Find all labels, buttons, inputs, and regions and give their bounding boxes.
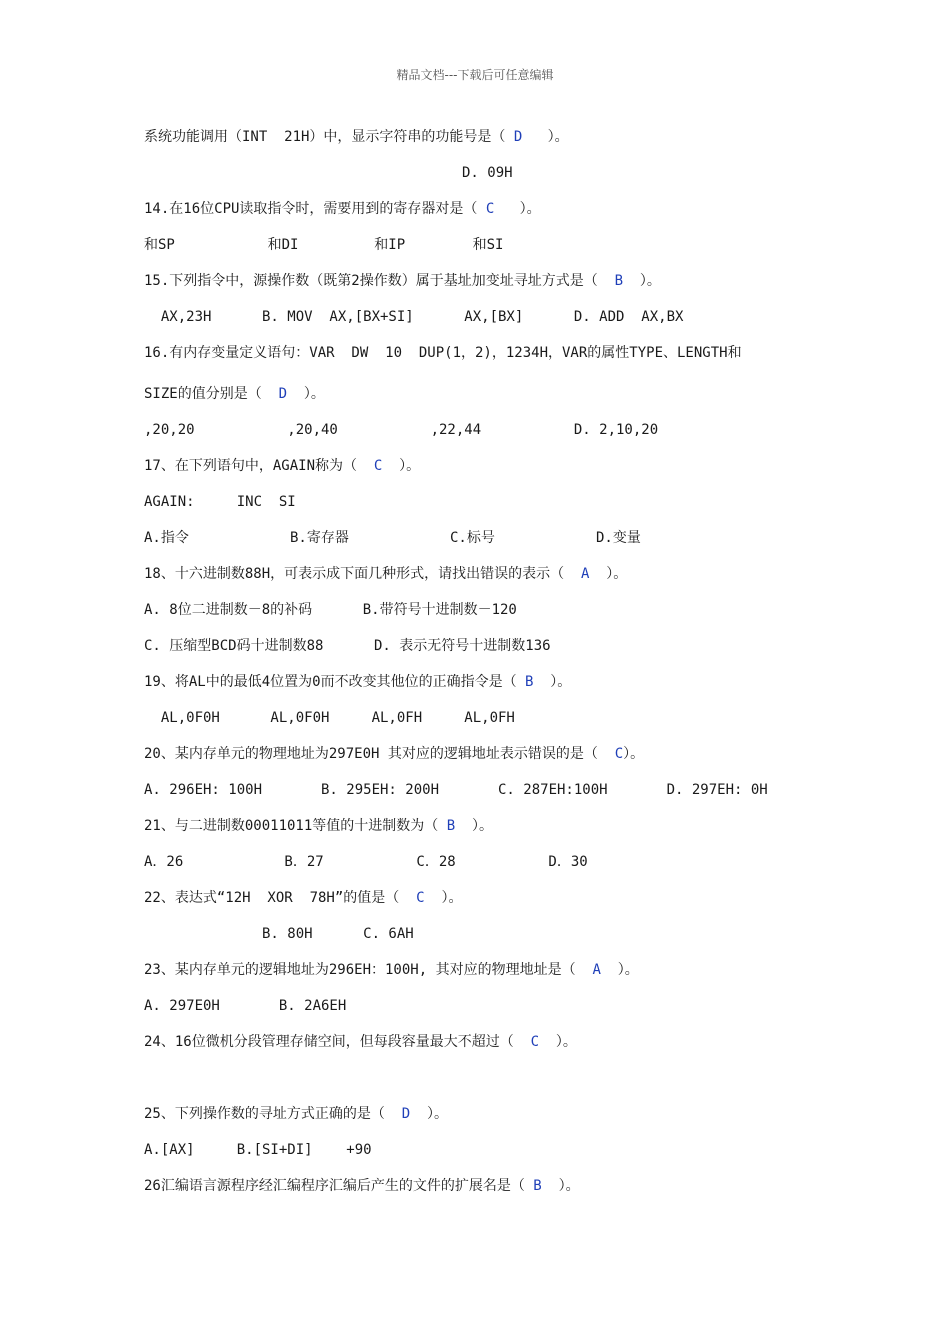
question-15-options: AX,23H B. MOV AX,[BX+SI] AX,[BX] D. ADD AX,BX	[144, 309, 684, 325]
question-15	[144, 271, 661, 291]
question-13-options: D. 09H	[462, 165, 513, 181]
answer-letter: D	[401, 1106, 411, 1122]
question-21-options: A．26 B．27 C．28 D．30	[144, 854, 588, 870]
question-19-options: AL,0F0H AL,0F0H AL,0FH AL,0FH	[144, 710, 515, 726]
question-25-options: A.[AX] B.[SI+DI] +90	[144, 1142, 372, 1158]
question-17-code: AGAIN: INC SI	[144, 494, 296, 510]
answer-letter: B	[614, 273, 624, 289]
question-text: 21、与二进制数00011011等值的十进制数为（	[144, 818, 447, 834]
answer-letter: A	[592, 962, 601, 978]
answer-letter: C	[530, 1034, 540, 1050]
question-end: ）。	[522, 129, 569, 145]
answer-letter: C	[485, 201, 495, 217]
question-text: 15.下列指令中，源操作数（既第2操作数）属于基址加变址寻址方式是（	[144, 273, 615, 289]
question-text: 26汇编语言源程序经汇编程序汇编后产生的文件的扩展名是（	[144, 1178, 534, 1194]
question-25	[144, 1104, 448, 1124]
question-23-options: A. 297E0H B. 2A6EH	[144, 998, 347, 1014]
answer-letter: C	[373, 458, 383, 474]
question-18-options-2: C. 压缩型BCD码十进制数88 D. 表示无符号十进制数136	[144, 638, 551, 654]
page-header: 精品文档---下载后可任意编辑	[396, 68, 554, 82]
question-end: ）。	[424, 890, 463, 906]
question-text: 22、表达式“12H XOR 78H”的值是（	[144, 890, 417, 906]
question-20	[144, 744, 644, 764]
question-end: ）。	[539, 1034, 577, 1050]
question-end: ）。	[287, 386, 325, 402]
answer-letter: A	[581, 566, 590, 582]
answer-letter: B	[525, 674, 534, 690]
question-17-options: A.指令 B.寄存器 C.标号 D.变量	[144, 530, 641, 546]
answer-letter: C	[614, 746, 624, 762]
answer-letter: B	[446, 818, 456, 834]
answer-letter: B	[533, 1178, 542, 1194]
question-end: ）。	[541, 1178, 580, 1194]
answer-letter: D	[278, 386, 288, 402]
question-18	[144, 564, 627, 584]
question-end: ）。	[623, 746, 645, 762]
question-end: ）。	[410, 1106, 449, 1122]
question-text: 系统功能调用（INT 21H）中，显示字符串的功能号是（	[144, 129, 514, 145]
question-text: 18、十六进制数88H，可表示成下面几种形式，请找出错误的表示（	[144, 566, 581, 582]
question-22-options: B. 80H C. 6AH	[144, 926, 414, 942]
question-24	[144, 1032, 577, 1052]
question-18-options-1: A. 8位二进制数－8的补码 B.带符号十进制数－120	[144, 602, 517, 618]
question-21	[144, 816, 493, 836]
question-text: 25、下列操作数的寻址方式正确的是（	[144, 1106, 402, 1122]
answer-letter: C	[416, 890, 425, 906]
question-17	[144, 456, 420, 476]
question-end: ）。	[589, 566, 628, 582]
question-23	[144, 960, 639, 980]
question-text: 20、某内存单元的物理地址为297E0H 其对应的逻辑地址表示错误的是（	[144, 746, 615, 762]
question-end: ）。	[533, 674, 572, 690]
question-end: ）。	[623, 273, 661, 289]
question-16	[144, 384, 325, 404]
question-16-options: ,20,20 ,20,40 ,22,44 D. 2,10,20	[144, 422, 659, 438]
question-end: ）。	[382, 458, 421, 474]
question-text: 17、在下列语句中，AGAIN称为（	[144, 458, 374, 474]
question-text: 14.在16位CPU读取指令时，需要用到的寄存器对是（	[144, 201, 486, 217]
question-end: ）。	[600, 962, 639, 978]
question-22	[144, 888, 462, 908]
question-text: SIZE的值分别是（	[144, 386, 279, 402]
question-20-options: A. 296EH: 100H B. 295EH: 200H C. 287EH:100H D. 297EH: 0H	[144, 782, 768, 798]
question-14-options: 和SP 和DI 和IP 和SI	[144, 237, 504, 253]
question-26	[144, 1176, 580, 1196]
question-text: 23、某内存单元的逻辑地址为296EH：100H, 其对应的物理地址是（	[144, 962, 593, 978]
question-16-line-1: 16.有内存变量定义语句：VAR DW 10 DUP(1，2)，1234H，VAR的属性TYPE、LENGTH和	[144, 345, 742, 361]
question-14	[144, 199, 541, 219]
question-end: ）。	[494, 201, 541, 217]
question-19	[144, 672, 571, 692]
question-text: 19、将AL中的最低4位置为0而不改变其他位的正确指令是（	[144, 674, 525, 690]
question-13	[144, 127, 569, 147]
answer-letter: D	[513, 129, 523, 145]
question-text: 24、16位微机分段管理存储空间，但每段容量最大不超过（	[144, 1034, 531, 1050]
question-end: ）。	[455, 818, 494, 834]
